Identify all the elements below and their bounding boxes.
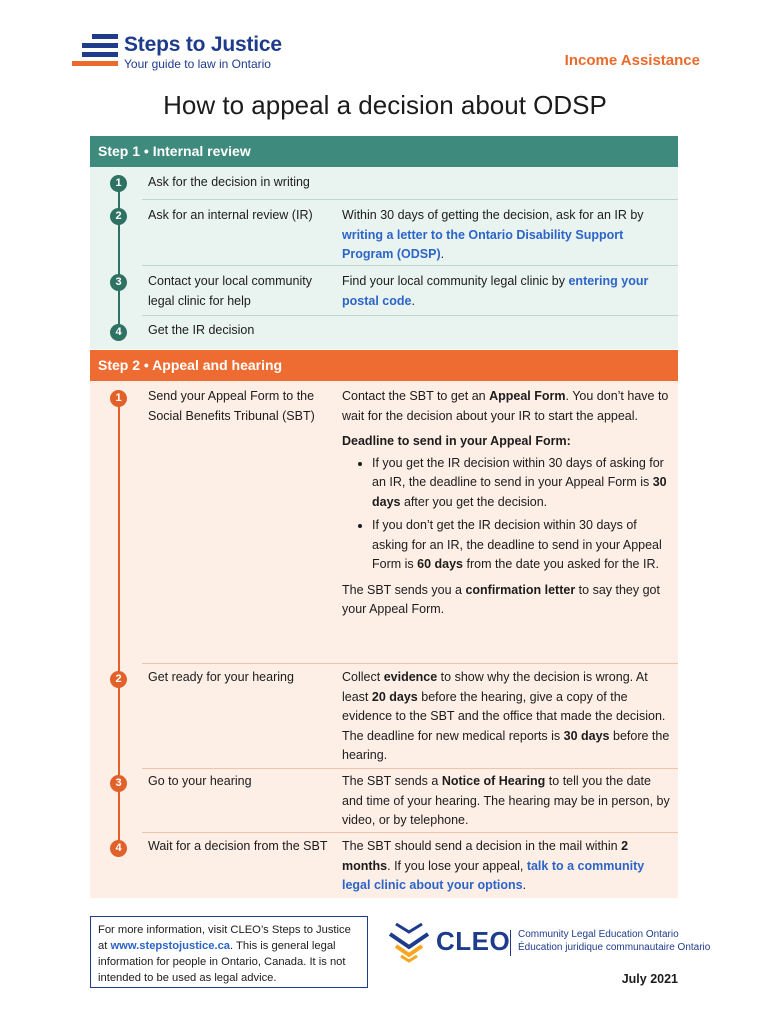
step2-item-1-label: Send your Appeal Form to the Social Benefits Tribunal (SBT)	[148, 389, 315, 423]
step1-number-2-icon: 2	[110, 208, 127, 225]
step1-item-3-label: Contact your local community legal clinic for help	[148, 274, 312, 308]
step1-number-3-icon: 3	[110, 274, 127, 291]
step2-number-4-icon: 4	[110, 840, 127, 857]
publication-date: July 2021	[621, 972, 678, 986]
step2-section	[90, 350, 678, 898]
step2-item-4-detail: The SBT should send a decision in the mail within 2 months. If you lose your appeal, talk to a community legal clinic about your options.	[342, 839, 645, 892]
cleo-emblem-icon	[386, 920, 432, 966]
step2-item-3-detail: The SBT sends a Notice of Hearing to tell you the date and time of your hearing. The hearing may be in person, by video, or by telephone.	[342, 774, 670, 827]
brand-title: Steps to Justice	[124, 33, 282, 56]
divider	[142, 199, 678, 200]
step1-item-3-detail: Find your local community legal clinic by entering your postal code.	[342, 274, 649, 308]
postal-code-link[interactable]: entering your postal code	[342, 274, 649, 308]
step2-item-2-detail: Collect evidence to show why the decision is wrong. At least 20 days before the hearing, give a copy of the evidence to the SBT and the office that made the decision. The deadline for new medical reports is 30 days before the hearing.	[342, 670, 670, 762]
deadline-heading: Deadline to send in your Appeal Form:	[342, 434, 571, 448]
cleo-name-french: Éducation juridique communautaire Ontario	[518, 942, 711, 953]
step2-item-4-label: Wait for a decision from the SBT	[148, 839, 328, 853]
step2-item-2-label: Get ready for your hearing	[148, 670, 294, 684]
divider	[142, 768, 678, 769]
divider	[510, 930, 511, 956]
step1-section	[90, 136, 678, 349]
divider	[142, 832, 678, 833]
steps-to-justice-logo[interactable]	[72, 32, 312, 72]
step1-number-1-icon: 1	[110, 175, 127, 192]
divider	[142, 265, 678, 266]
step1-item-2-label: Ask for an internal review (IR)	[148, 208, 313, 222]
step1-item-2-detail: Within 30 days of getting the decision, ask for an IR by writing a letter to the Ontario Disability Support Program (ODSP).	[342, 208, 644, 261]
cleo-logo[interactable]	[386, 920, 711, 970]
page-title: How to appeal a decision about ODSP	[163, 90, 607, 120]
brand-subtitle: Your guide to law in Ontario	[124, 57, 271, 71]
list-item: • If you don’t get the IR decision within 30 days of asking for an IR, the deadline to send in your Appeal Form is 60 days from the date you asked for the IR.	[372, 516, 672, 575]
step2-item-3-label: Go to your hearing	[148, 774, 252, 788]
steps-to-justice-website-link[interactable]: www.stepstojustice.ca	[110, 940, 231, 952]
step1-item-4-label: Get the IR decision	[148, 323, 255, 337]
list-item: • If you get the IR decision within 30 days of asking for an IR, the deadline to send in your Appeal Form is 30 days after you get the decision.	[372, 454, 672, 513]
step2-number-2-icon: 2	[110, 671, 127, 688]
step1-number-4-icon: 4	[110, 324, 127, 341]
divider	[142, 315, 678, 316]
step2-header: Step 2 • Appeal and hearing	[90, 350, 678, 381]
cleo-name-english: Community Legal Education Ontario	[518, 929, 679, 940]
legal-clinic-options-link[interactable]: talk to a community legal clinic about your options	[342, 858, 645, 892]
step2-number-1-icon: 1	[110, 390, 127, 407]
step1-header: Step 1 • Internal review	[90, 136, 678, 167]
category-label: Income Assistance	[564, 52, 700, 69]
step2-number-3-icon: 3	[110, 775, 127, 792]
odsp-letter-link[interactable]: writing a letter to the Ontario Disability Support Program (ODSP)	[342, 227, 624, 261]
cleo-wordmark: CLEO	[436, 926, 511, 956]
step2-item-1-detail: Contact the SBT to get an Appeal Form. You don’t have to wait for the decision about your IR to start the appeal. Deadline to send in your Appeal Form: • If you get the IR decision within 30 days of asking for an IR, the deadline to send in your Appeal Form is 30 days after you get the decision. • If you don’t get the IR decision within 30 days of asking for an IR, the deadline to send in your Appeal Form is 60 days from the date you asked for the IR. The SBT sends you a confirmation letter to say they got your Appeal Form.	[342, 387, 672, 626]
logo-bars-icon	[72, 32, 122, 68]
footer-info-box: For more information, visit CLEO’s Steps to Justice at www.stepstojustice.ca. This is general legal information for people in Ontario, Canada. It is not intended to be used as legal advice.	[90, 916, 368, 988]
step1-item-1-label: Ask for the decision in writing	[148, 175, 310, 189]
divider	[142, 663, 678, 664]
deadline-list	[342, 454, 672, 575]
